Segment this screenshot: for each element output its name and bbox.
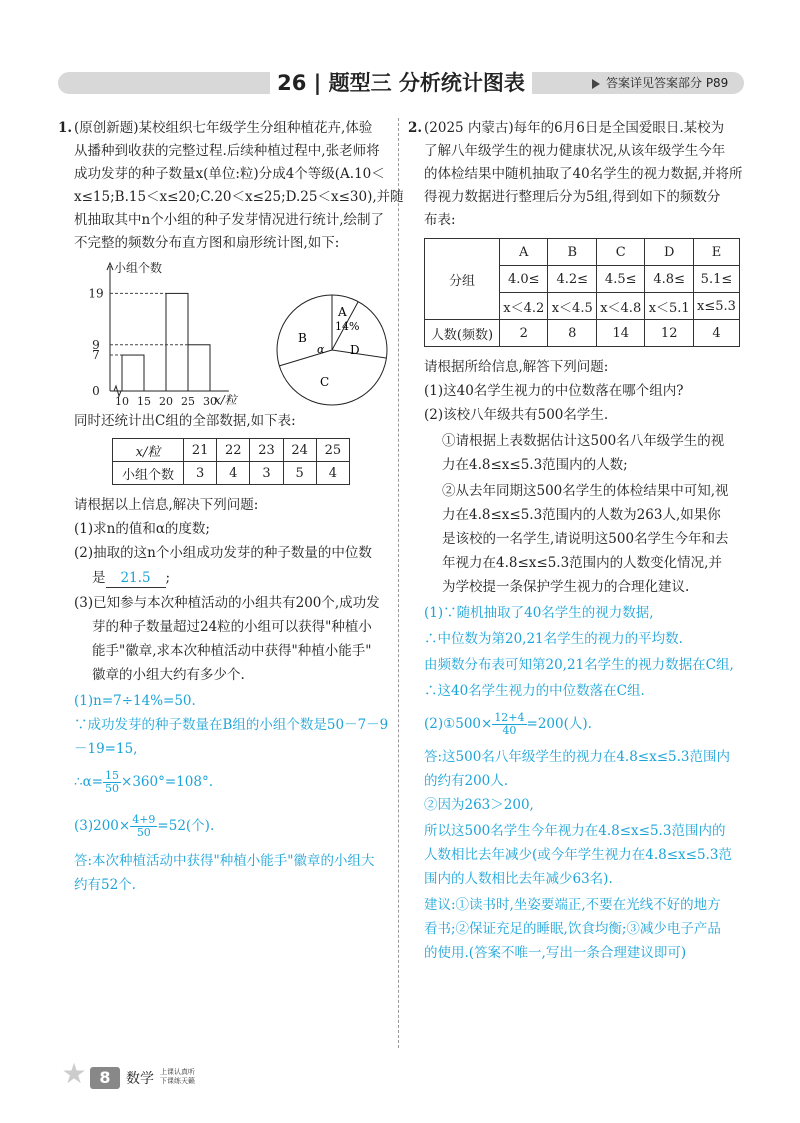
x-tick-label: 15	[137, 395, 151, 408]
answer-line: 答:这500名八年级学生的视力在4.8≤x≤5.3范围内	[424, 749, 730, 765]
fraction-denominator: 50	[136, 826, 151, 839]
question-number: 1.	[58, 120, 73, 136]
answer-line: －19=15,	[74, 741, 138, 757]
y-tick-label: 19	[88, 286, 104, 301]
table-cell: x＜4.8	[596, 293, 644, 320]
sub-question-3: 芽的种子数量超过24粒的小组可以获得"种植小	[92, 619, 372, 635]
answer-line: (1)∵随机抽取了40名学生的视力数据,	[424, 605, 654, 621]
question-text: 得视力数据进行整理后分为5组,得到如下的频数分	[424, 189, 721, 205]
answer-line: 约有52个.	[74, 877, 136, 893]
table-row	[425, 239, 740, 266]
x-tick-label: 25	[181, 395, 195, 408]
table-cell: 23	[250, 439, 283, 462]
sub-question-2-i: ①请根据上表数据估计这500名八年级学生的视	[442, 433, 725, 449]
question-text: 布表:	[424, 212, 456, 228]
fraction-denominator: 50	[105, 782, 120, 795]
pie-label-d: D	[350, 343, 360, 357]
table-cell: 4.2≤	[548, 266, 596, 293]
table-cell: 4.8≤	[645, 266, 693, 293]
sub-question-3: (3)已知参与本次种植活动的小组共有200个,成功发	[74, 595, 380, 611]
pie-label-c: C	[320, 375, 330, 389]
answer-line: 答:本次种植活动中获得"种植小能手"徽章的小组大	[74, 853, 375, 869]
prompt-text: 请根据所给信息,解答下列问题:	[424, 359, 609, 375]
x-tick-label: 10	[115, 395, 129, 408]
answer-line: 建议:①读书时,坐姿要端正,不要在光线不好的地方	[424, 897, 721, 913]
question-text: 了解八年级学生的视力健康状况,从该年级学生今年	[424, 143, 726, 159]
answer-reference: 答案详见答案部分 P89	[606, 76, 729, 90]
table-cell: x＜5.1	[645, 293, 693, 320]
answer-line: ∴这40名学生视力的中位数落在C组.	[424, 683, 645, 699]
column-divider	[398, 118, 399, 1048]
answer-line: 看书;②保证充足的睡眠,饮食均衡;③减少电子产品	[424, 921, 721, 937]
table-cell: C	[596, 239, 644, 266]
answer-line: 由频数分布表可知第20,21名学生的视力数据在C组,	[424, 657, 734, 673]
header-bar-left	[58, 72, 270, 94]
sub-question-1: (1)这40名学生视力的中位数落在哪个组内?	[424, 383, 684, 399]
prompt-text: 请根据以上信息,解决下列问题:	[74, 497, 259, 513]
table-row	[113, 462, 350, 485]
subject-label: 数学	[126, 1071, 154, 1087]
sub-question-2: (2)该校八年级共有500名学生.	[424, 407, 609, 423]
slogan-line: 下课练天籁	[160, 1077, 195, 1085]
fraction	[103, 770, 121, 795]
sub-question-2-ii: 力在4.8≤x≤5.3范围内的人数为263人,如果你	[442, 507, 721, 523]
sub-question-1: (1)求n的值和α的度数;	[74, 521, 210, 537]
x-tick-label: 30	[203, 395, 217, 408]
slogan	[160, 1068, 195, 1086]
table-intro: 同时还统计出C组的全部数据,如下表:	[74, 413, 296, 429]
x-axis-label: x/粒	[214, 393, 237, 407]
answer-text: (2)①500×	[424, 716, 493, 732]
blank-prefix: 是	[92, 570, 106, 586]
histogram-chart	[80, 258, 255, 408]
question-text: 机抽取其中n个小组的种子发芽情况进行统计,绘制了	[74, 212, 384, 228]
table-cell: B	[548, 239, 596, 266]
table-cell: A	[500, 239, 548, 266]
pie-label-alpha: α	[317, 343, 325, 356]
table-cell: 分组	[425, 239, 500, 320]
answer-line: 的约有200人.	[424, 773, 509, 789]
table-cell: 3	[184, 462, 217, 485]
answer-line: 的使用.(答案不唯一,写出一条合理建议即可)	[424, 945, 687, 961]
pie-label-a: A	[338, 305, 347, 319]
histogram-bar	[166, 293, 188, 391]
pie-label-b: B	[298, 331, 307, 345]
sub-question-2-ii: 为学校提一条保护学生视力的合理化建议.	[442, 579, 690, 595]
pie-label-a-percent: 14%	[335, 320, 360, 333]
sub-question-2-ii: 年视力在4.8≤x≤5.3范围内的人数变化情况,并	[442, 555, 722, 571]
question-text: 从播种到收获的完整过程.后续种植过程中,张老师将	[74, 143, 380, 159]
median-answer-blank: 21.5	[106, 569, 166, 588]
table-cell: E	[693, 239, 739, 266]
sub-question-2: (2)抽取的这n个小组成功发芽的种子数量的中位数	[74, 545, 372, 561]
answer-line: ②因为263＞200,	[424, 797, 534, 813]
y-tick-label: 9	[92, 337, 100, 352]
pie-chart	[262, 290, 402, 410]
answer-line	[74, 770, 213, 795]
blank-suffix: ;	[165, 570, 171, 586]
table-row	[425, 320, 740, 347]
table-cell: 24	[283, 439, 316, 462]
table-cell: 3	[250, 462, 283, 485]
question-text: 的体检结果中随机抽取了40名学生的视力数据,并将所	[424, 166, 743, 182]
sub-question-3: 能手"徽章,求本次种植活动中获得"种植小能手"	[92, 643, 372, 659]
sub-question-2-blank-line	[92, 569, 170, 588]
sub-question-2-ii: ②从去年同期这500名学生的体检结果中可知,视	[442, 483, 729, 499]
table-cell: 2	[500, 320, 548, 347]
sub-question-3: 徽章的小组大约有多少个.	[92, 667, 245, 683]
slogan-line: 上课认真听	[160, 1068, 195, 1076]
answer-line: (1)n=7÷14%=50.	[74, 693, 196, 709]
page-title: 26 | 题型三 分析统计图表	[277, 71, 525, 95]
table-cell: x≤5.3	[693, 293, 739, 320]
table-cell: 小组个数	[113, 462, 184, 485]
vision-frequency-table	[424, 238, 740, 347]
table-row	[113, 439, 350, 462]
fraction	[492, 712, 526, 737]
answer-text: =200(人).	[526, 716, 592, 732]
fraction-numerator: 4+9	[132, 813, 156, 826]
table-cell: D	[645, 239, 693, 266]
table-cell: 5	[283, 462, 316, 485]
table-cell: 4	[316, 462, 349, 485]
question-text: 不完整的频数分布直方图和扇形统计图,如下:	[74, 235, 340, 251]
answer-line	[424, 712, 592, 737]
y-tick-label: 7	[92, 348, 100, 363]
table-cell: x＜4.2	[500, 293, 548, 320]
question-text: (2025 内蒙古)每年的6月6日是全国爱眼日.某校为	[424, 120, 725, 136]
answer-text: ∴α=	[74, 774, 104, 790]
answer-line: 人数相比去年减少(或今年学生视力在4.8≤x≤5.3范	[424, 847, 732, 863]
y-axis-label: 小组个数	[114, 261, 163, 275]
table-cell: 12	[645, 320, 693, 347]
table-cell: 4	[217, 462, 250, 485]
answer-text: (3)200×	[74, 818, 131, 834]
fraction-numerator: 12+4	[494, 711, 525, 724]
histogram-bar	[188, 345, 210, 391]
sub-question-2-i: 力在4.8≤x≤5.3范围内的人数;	[442, 457, 628, 473]
arrow-right-icon	[592, 79, 600, 89]
question-number: 2.	[408, 120, 423, 136]
table-cell: 25	[316, 439, 349, 462]
answer-line: ∴中位数为第20,21名学生的视力的平均数.	[424, 631, 683, 647]
fraction	[130, 814, 157, 839]
table-cell: 8	[548, 320, 596, 347]
x-tick-label: 20	[159, 395, 173, 408]
page-number: 8	[90, 1067, 120, 1089]
table-cell: 人数(频数)	[425, 320, 500, 347]
table-cell: 5.1≤	[693, 266, 739, 293]
table-cell: 14	[596, 320, 644, 347]
answer-text: =52(个).	[157, 818, 215, 834]
fraction-numerator: 15	[105, 769, 120, 782]
sub-question-2-ii: 是该校的一名学生,请说明这500名学生今年和去	[442, 531, 729, 547]
group-c-table	[112, 438, 350, 485]
table-cell: 4	[693, 320, 739, 347]
answer-text: ×360°=108°.	[121, 774, 213, 790]
question-text: x≤15;B.15＜x≤20;C.20＜x≤25;D.25＜x≤30),并随	[74, 189, 404, 205]
table-cell: 4.5≤	[596, 266, 644, 293]
answer-line	[74, 814, 214, 839]
table-cell: 21	[184, 439, 217, 462]
table-cell: x＜4.5	[548, 293, 596, 320]
table-cell: 4.0≤	[500, 266, 548, 293]
fraction-denominator: 40	[502, 724, 517, 737]
table-cell: 22	[217, 439, 250, 462]
question-text: (原创新题)某校组织七年级学生分组种植花卉,体验	[74, 120, 373, 136]
answer-line: 围内的人数相比去年减少63名).	[424, 871, 613, 887]
table-cell: x/粒	[113, 439, 184, 462]
answer-line: 所以这500名学生今年视力在4.8≤x≤5.3范围内的	[424, 823, 726, 839]
star-logo-icon: ★	[61, 1057, 87, 1090]
question-text: 成功发芽的种子数量x(单位:粒)分成4个等级(A.10＜	[74, 166, 385, 182]
histogram-bar	[122, 355, 144, 391]
y-tick-label: 0	[92, 384, 100, 398]
answer-line: ∵成功发芽的种子数量在B组的小组个数是50－7－9	[74, 717, 389, 733]
